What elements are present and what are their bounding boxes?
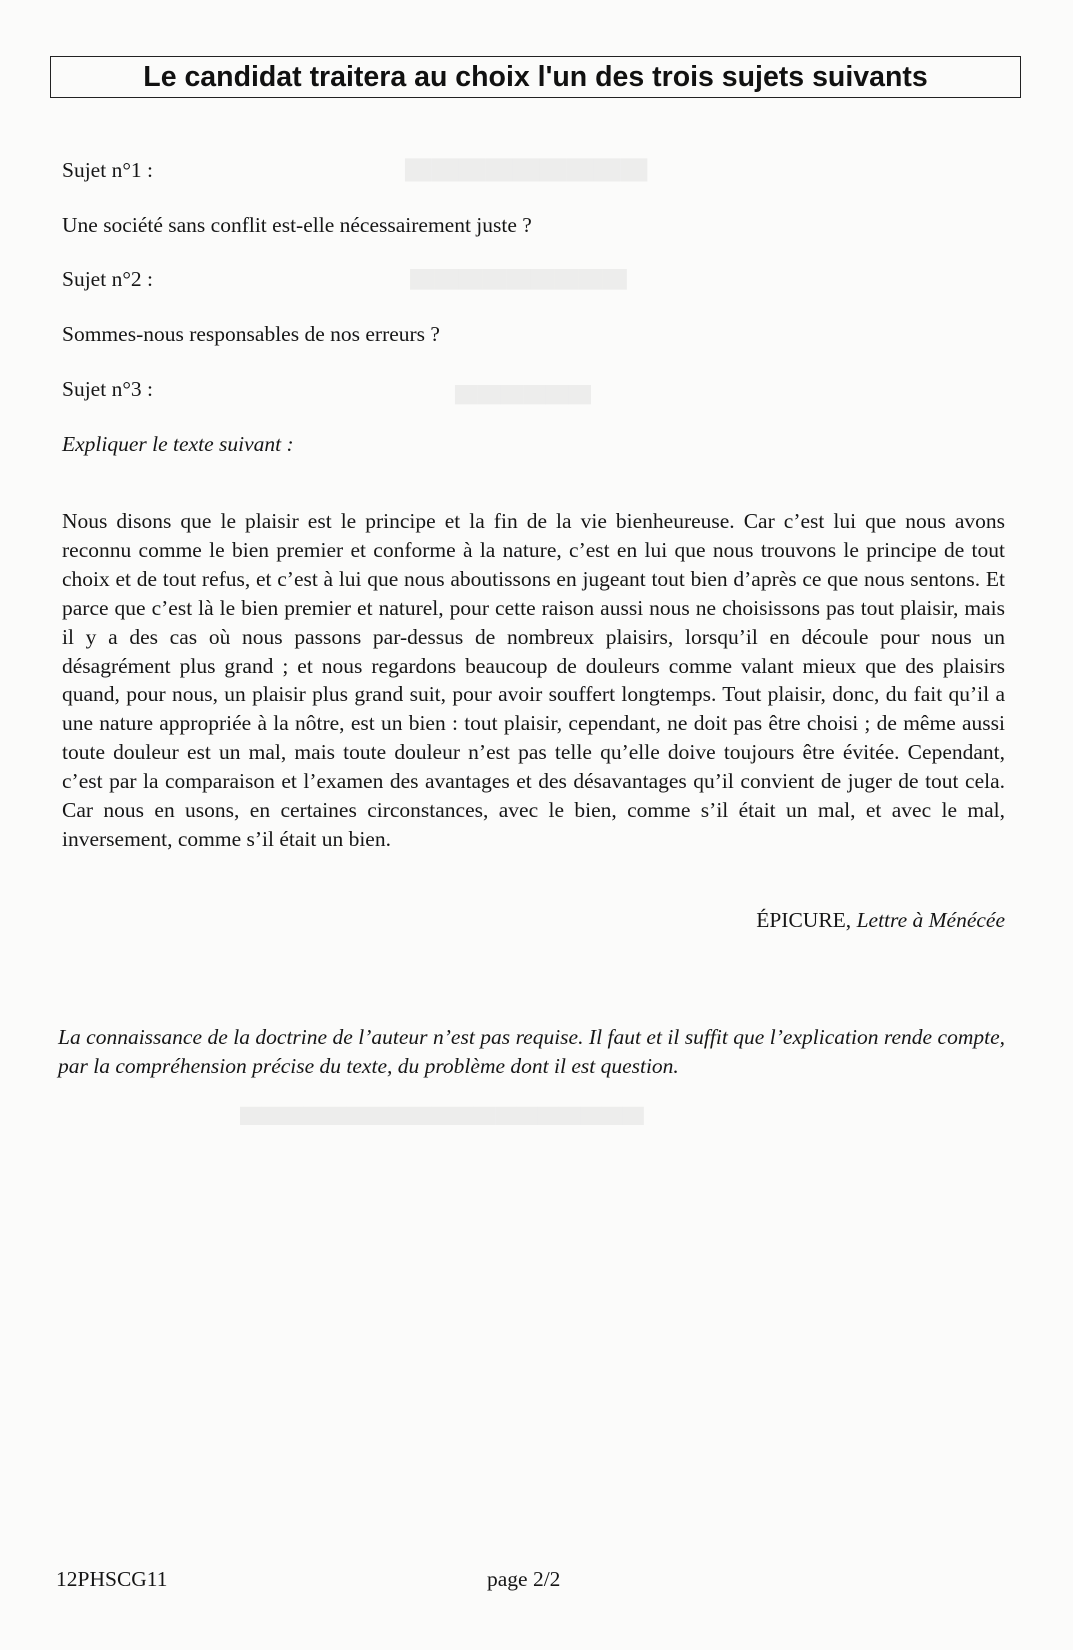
footer-exam-code: 12PHSCG11 bbox=[56, 1567, 168, 1591]
attribution-author: ÉPICURE, bbox=[756, 908, 852, 932]
subject-3-instruction: Expliquer le texte suivant : bbox=[62, 432, 294, 456]
subject-2-label: Sujet n°2 : bbox=[62, 267, 154, 291]
text-passage: Nous disons que le plaisir est le principe et la fin de la vie bienheureuse. Car c’est lui que nous avons reconnu comme le bien premier et conforme à la nature, c’est en lui que nous trouvons le principe de tout choix et de tout refus, et c’est à lui que nous aboutissons en jugeant tout bien d’après ce que nous sentons. Et parce que c’est là le bien premier et naturel, pour cette raison aussi nous ne choisissons pas tout plaisir, mais il y a des cas où nous passons par-dessus de nombreux plaisirs, lorsqu’il en découle pour nous un désagrément plus grand ; et nous regardons beaucoup de douleurs comme valant mieux que des plaisirs quand, pour nous, un plaisir plus grand suit, pour avoir souffert longtemps. Tout plaisir, donc, du fait qu’il a une nature appropriée à la nôtre, est un bien : tout plaisir, cependant, ne doit pas être choisi ; de même aussi toute douleur est un mal, mais toute douleur n’est pas telle qu’elle doive toujours être évitée. Cependant, c’est par la comparaison et l’examen des avantages et des désavantages qu’il convient de juger de tout cela. Car nous en usons, en certaines circonstances, avec le bien, comme s’il était un mal, et avec le mal, inversement, comme s’il était un bien. bbox=[62, 509, 1005, 851]
exam-note: La connaissance de la doctrine de l’auteur n’est pas requise. Il faut et il suffit que l’explication rende compte, par la compréhension précise du texte, du problème dont il est question. bbox=[58, 1025, 1005, 1078]
subject-3-label: Sujet n°3 : bbox=[62, 377, 154, 401]
show-through-mark: ▀▀▀▀▀▀▀▀▀ bbox=[410, 270, 627, 308]
subject-2-question: Sommes-nous responsables de nos erreurs ? bbox=[62, 322, 440, 346]
show-through-mark: ▀▀▀▀▀▀▀▀▀▀▀▀▀▀▀▀▀▀▀ bbox=[240, 1108, 644, 1141]
attribution bbox=[756, 907, 1005, 933]
attribution-work: Lettre à Ménécée bbox=[856, 908, 1005, 932]
show-through-mark: ▀▀▀▀▀▀ bbox=[455, 385, 592, 421]
show-through-mark: ▀▀▀▀▀▀▀▀▀ bbox=[405, 160, 648, 202]
instructions-header bbox=[50, 56, 1021, 98]
footer-page-number: page 2/2 bbox=[487, 1567, 561, 1591]
subject-1-label: Sujet n°1 : bbox=[62, 158, 154, 182]
instructions-header-text: Le candidat traitera au choix l'un des trois sujets suivants bbox=[143, 61, 928, 93]
subject-1-question: Une société sans conflit est-elle nécessairement juste ? bbox=[62, 213, 532, 237]
